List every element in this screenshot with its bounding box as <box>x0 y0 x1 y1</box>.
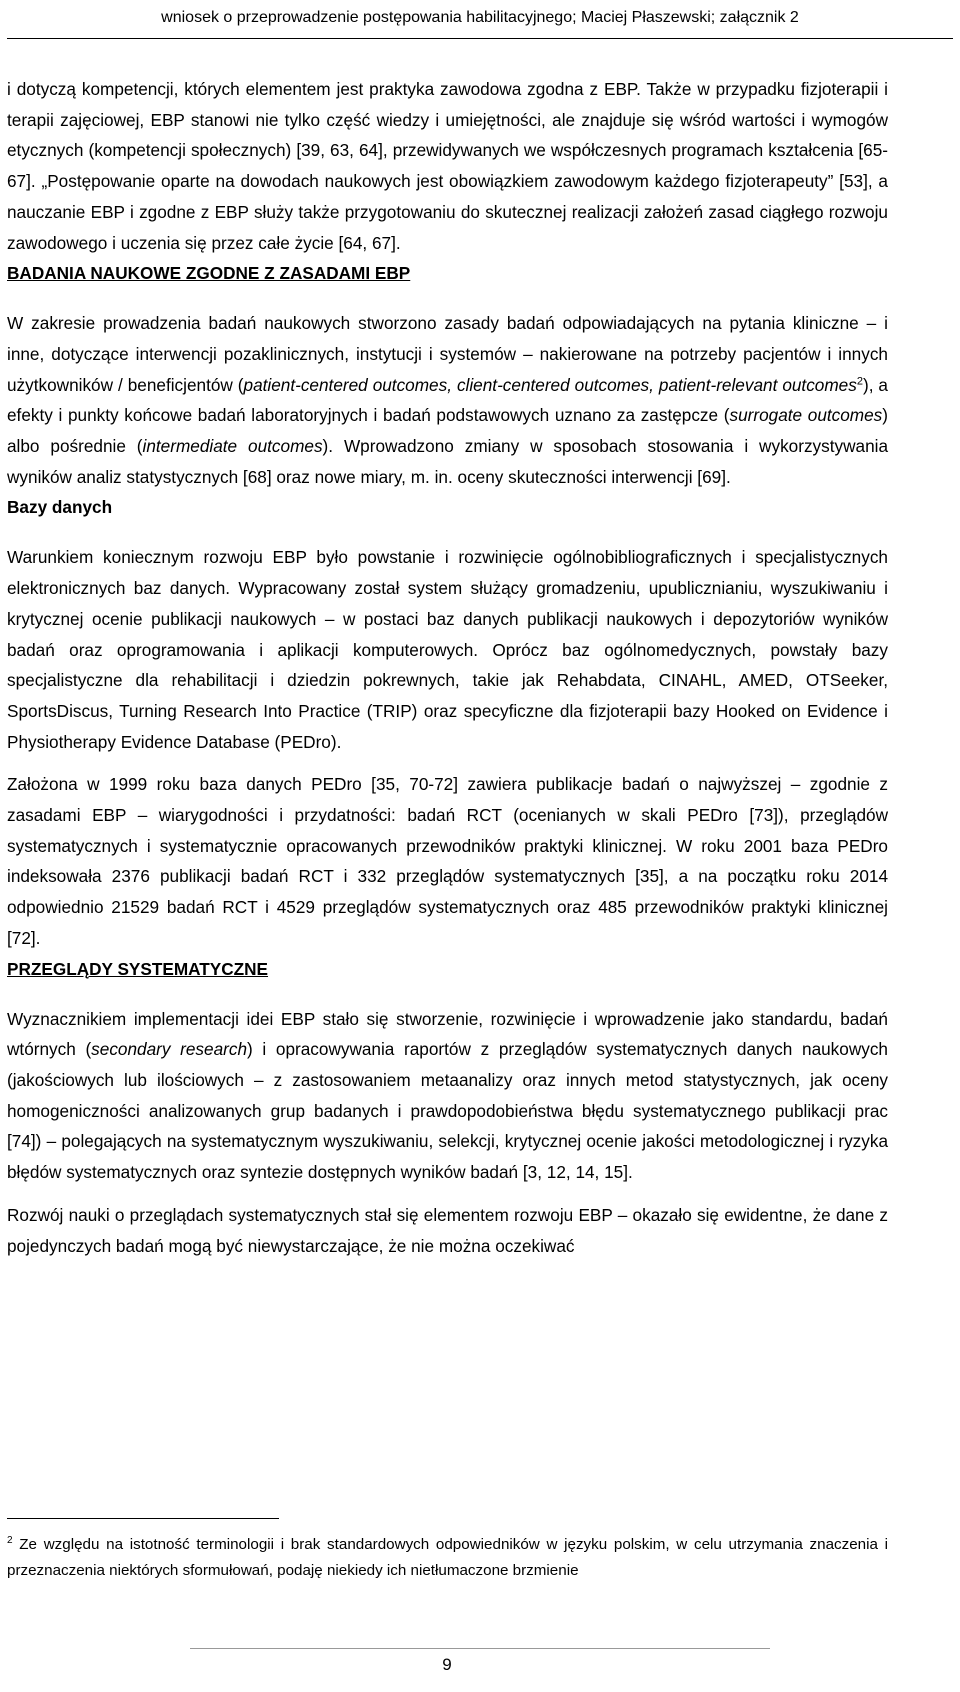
running-header: wniosek o przeprowadzenie postępowania habilitacyjnego; Maciej Płaszewski; załącznik 2 <box>161 9 799 26</box>
paragraph-research-principles <box>7 308 888 492</box>
paragraph-review-science: Rozwój nauki o przeglądach systematycznych stał się elementem rozwoju EBP – okazało się ewidentne, że dane z pojedynczych badań mogą być niewystarczające, że nie można oczekiwać <box>7 1204 888 1256</box>
text-span: ) i opracowywania raportów z przeglądów systematycznych danych naukowych (jakościowych lub ilościowych – z zastosowaniem metaanalizy oraz innych metod statystycznych, jak oceny homogeniczności analizowanych grup badanych i prawdopodobieństwa błędu systematycznego publikacji prac [74]) – polegających na systematycznym wyszukiwaniu, selekcji, krytycznej ocenie jakości metodologicznej i ryzyka błędów systematycznych oraz syntezie dostępnych wyników badań [3, 12, 14, 15]. <box>7 1039 888 1183</box>
italic-term: intermediate outcomes <box>142 436 323 457</box>
footnote-marker: 2 <box>7 1534 13 1546</box>
italic-term: surrogate outcomes <box>729 405 883 426</box>
italic-term: secondary research <box>91 1039 248 1060</box>
text-span: ) albo pośrednie ( <box>7 405 889 457</box>
text-span: ), a efekty i punkty końcowe badań laboratoryjnych i badań podstawowych uznano za zastępcze ( <box>7 374 888 426</box>
text-span: W zakresie prowadzenia badań naukowych stworzono zasady badań odpowiadających na pytania kliniczne – i inne, dotyczące interwencji pozaklinicznych, instytucji i systemów – nakierowane na potrzeby pacjentów i innych użytkowników / beneficjentów ( <box>7 313 888 395</box>
footnote-separator <box>7 1518 279 1519</box>
page-number: 9 <box>442 1655 452 1674</box>
text-span: ). Wprowadzono zmiany w sposobach stosowania i wykorzystywania wyników analiz statystycznych [68] oraz nowe miary, m. in. oceny skuteczności interwencji [69]. <box>7 436 889 487</box>
footer-rule <box>190 1648 770 1649</box>
section-heading-systematic-reviews: PRZEGLĄDY SYSTEMATYCZNE <box>7 958 269 979</box>
footnote-reference[interactable]: 2 <box>856 374 863 387</box>
section-heading-research: BADANIA NAUKOWE ZGODNE Z ZASADAMI EBP <box>7 263 411 284</box>
paragraph-databases: Warunkiem koniecznym rozwoju EBP było powstanie i rozwinięcie ogólnobibliograficznych i specjalistycznych elektronicznych baz danych. Wypracowany został system służący gromadzeniu, upublicznianiu, wyszukiwaniu i krytycznej ocenie publikacji naukowych – w postaci baz danych publikacji naukowych i depozytoriów wyników badań oraz oprogramowania i aplikacji komputerowych. Oprócz baz ogólnomedycznych, powstały bazy specjalistyczne dla rehabilitacji i dziedzin pokrewnych, takie jak Rehabdata, CINAHL, AMED, OTSeeker, SportsDiscus, Turning Research Into Practice (TRIP) oraz specyficzne dla fizjoterapii bazy Hooked on Evidence i Physiotherapy Evidence Database (PEDro). <box>7 547 888 752</box>
footnote-text: Ze względu na istotność terminologii i brak standardowych odpowiedników w języku polskim, w celu utrzymania znaczenia i przeznaczenia niektórych sformułowań, podaję niekiedy ich nietłumaczone brzmienie <box>7 1536 888 1579</box>
document-body <box>7 74 888 1261</box>
italic-term: patient-centered outcomes, client-centered outcomes, patient-relevant outcomes <box>243 374 857 395</box>
paragraph-pedro: Założona w 1999 roku baza danych PEDro [35, 70-72] zawiera publikacje badań o najwyższej – zgodnie z zasadami EBP – wiarygodności i przydatności: badań RCT (ocenianych w skali PEDro [73]), przeglądów systematycznych i systematycznie opracowanych przewodników praktyki klinicznej. W roku 2001 baza PEDro indeksowała 2376 publikacji badań RCT i 332 przeglądów systematycznych [35], a na początku roku 2014 odpowiednio 21529 badań RCT i 4529 przeglądów systematycznych oraz 485 przewodników praktyki klinicznej [72]. <box>7 774 888 948</box>
header-rule <box>7 38 953 39</box>
subheading-databases: Bazy danych <box>7 497 113 518</box>
paragraph-systematic-reviews <box>7 1004 888 1188</box>
paragraph-ebp-competencies: i dotyczą kompetencji, których elementem jest praktyka zawodowa zgodna z EBP. Także w przypadku fizjoterapii i terapii zajęciowej, EBP stanowi nie tylko część wiedzy i umiejętności, ale znajduje się wśród wartości i wymogów etycznych (kompetencji społecznych) [39, 63, 64], przewidywanych we współczesnych programach kształcenia [65-67]. „Postępowanie oparte na dowodach naukowych jest obowiązkiem zawodowym każdego fizjoterapeuty” [53], a nauczanie EBP i zgodne z EBP służy także przygotowaniu do skutecznej realizacji założeń zasad ciągłego rozwoju zawodowego i uczenia się przez całe życie [64, 67]. <box>7 79 888 253</box>
footnote <box>7 1532 888 1584</box>
text-span: Wyznacznikiem implementacji idei EBP stało się stworzenie, rozwinięcie i wprowadzenie jako standardu, badań wtórnych ( <box>7 1008 888 1060</box>
